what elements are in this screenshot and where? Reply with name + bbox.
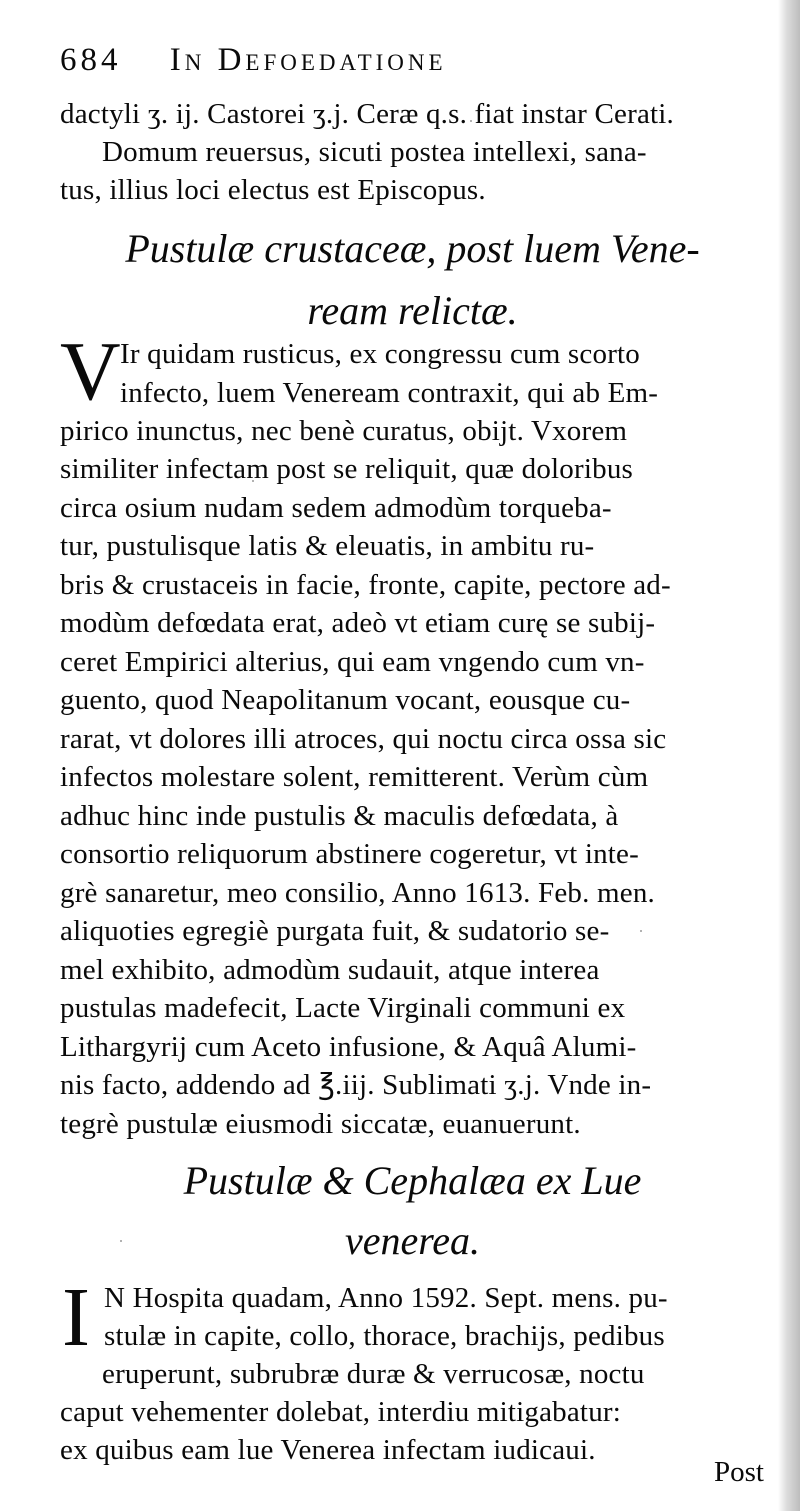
text-line: Domum reuersus, sicuti postea intellexi, sana- xyxy=(102,136,647,168)
text-line: tus, illius loci electus est Episcopus. xyxy=(60,174,486,206)
page-edge-shadow xyxy=(778,0,800,1511)
page-number: 684 xyxy=(60,42,122,78)
running-title: In Defoedatione xyxy=(169,42,447,78)
text-line: grè sanaretur, meo consilio, Anno 1613. Feb. men. xyxy=(60,877,655,909)
text-line: consortio reliquorum abstinere cogeretur, vt inte- xyxy=(60,838,639,870)
drop-capital: I xyxy=(62,1271,90,1364)
text-line: Lithargyrij cum Aceto infusione, & Aquâ Alumi- xyxy=(60,1031,637,1063)
text-line: ex quibus eam lue Venerea infectam iudicaui. xyxy=(60,1434,596,1466)
section-heading: venerea. xyxy=(344,1218,481,1263)
text-line: infecto, luem Veneream contraxit, qui ab Em- xyxy=(120,377,659,409)
text-line: modùm defœdata erat, adeò vt etiam curę se subij- xyxy=(60,607,656,639)
text-line: circa osium nudam sedem admodùm torqueba- xyxy=(60,492,612,524)
text-line: guento, quod Neapolitanum vocant, eousque cu- xyxy=(60,684,631,716)
text-line: Ir quidam rusticus, ex congressu cum scorto xyxy=(120,338,641,370)
text-line: stulæ in capite, collo, thorace, brachijs, pedibus xyxy=(104,1320,665,1352)
text-line: pustulas madefecit, Lacte Virginali communi ex xyxy=(60,992,626,1024)
text-line: bris & crustaceis in facie, fronte, capite, pectore ad- xyxy=(60,569,671,601)
running-head xyxy=(60,42,760,92)
text-line: dactyli ʒ. ij. Castorei ʒ.j. Ceræ q.s. fiat instar Cerati. xyxy=(60,98,675,130)
text-line: N Hospita quadam, Anno 1592. Sept. mens. pu- xyxy=(104,1282,668,1314)
text-line: eruperunt, subrubræ duræ & verrucosæ, noctu xyxy=(102,1358,645,1390)
drop-capital: V xyxy=(60,325,121,418)
text-line: similiter infectam post se reliquit, quæ doloribus xyxy=(60,453,634,485)
text-line: aliquoties egregiè purgata fuit, & sudatorio se- xyxy=(60,915,610,947)
section-heading: Pustulæ & Cephalæa ex Lue xyxy=(183,1158,642,1203)
text-line: infectos molestare solent, remitterent. Verùm cùm xyxy=(60,761,649,793)
text-line: tegrè pustulæ eiusmodi siccatæ, euanuerunt. xyxy=(60,1108,581,1140)
section-heading: Pustulæ crustaceæ, post luem Vene- xyxy=(125,226,700,271)
text-line: adhuc hinc inde pustulis & maculis defœdata, à xyxy=(60,800,619,832)
text-line: caput vehementer dolebat, interdiu mitigabatur: xyxy=(60,1396,622,1428)
text-line: tur, pustulisque latis & eleuatis, in ambitu ru- xyxy=(60,530,595,562)
text-line: mel exhibito, admodùm sudauit, atque interea xyxy=(60,954,600,986)
section-heading: ream relictæ. xyxy=(307,288,518,333)
text-line: ceret Empirici alterius, qui eam vngendo cum vn- xyxy=(60,646,645,678)
text-line: rarat, vt dolores illi atroces, qui noctu circa ossa sic xyxy=(60,723,667,755)
text-line: nis facto, addendo ad ℥.iij. Sublimati ʒ.j. Vnde in- xyxy=(60,1069,652,1101)
catchword: Post xyxy=(714,1456,764,1488)
text-line: pirico inunctus, nec benè curatus, obijt. Vxorem xyxy=(60,415,628,447)
